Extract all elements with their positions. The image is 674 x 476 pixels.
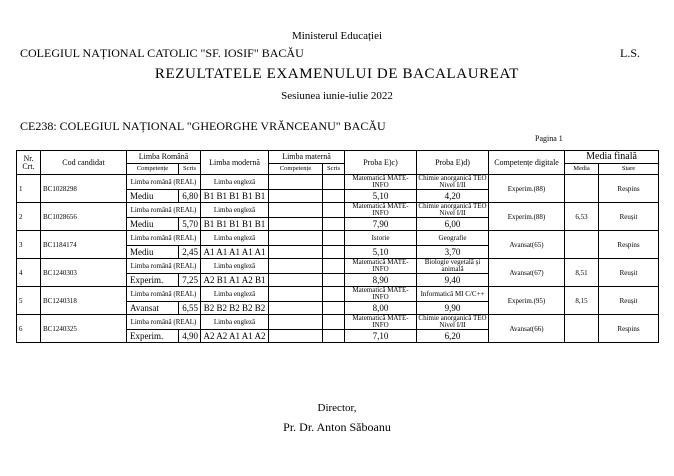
materna-comp-empty bbox=[269, 287, 323, 302]
col-proba-c-header: Proba E)c) bbox=[345, 151, 417, 175]
materna-scris-empty bbox=[323, 246, 345, 259]
moderna-subject: Limba engleză bbox=[201, 315, 269, 330]
materna-comp-empty bbox=[269, 231, 323, 246]
romana-competence: Experim. bbox=[127, 274, 179, 287]
table-row bbox=[17, 259, 659, 274]
materna-scris-empty bbox=[323, 231, 345, 246]
proba-c-grade: 7,90 bbox=[345, 218, 417, 231]
proba-c-subject: Istorie bbox=[345, 231, 417, 246]
col-digitale-header: Competențe digitale bbox=[489, 151, 565, 175]
final-average bbox=[565, 231, 599, 259]
ministry-name: Ministerul Educației bbox=[291, 30, 383, 42]
moderna-levels: A1 A1 A1 A1 A1 bbox=[201, 246, 269, 259]
exam-session: Sesiunea iunie-iulie 2022 bbox=[281, 90, 393, 102]
proba-d-grade: 6,20 bbox=[417, 330, 489, 343]
materna-comp-empty bbox=[269, 246, 323, 259]
result-status: Respins bbox=[599, 231, 659, 259]
digital-skills: Experim.(88) bbox=[489, 175, 565, 203]
proba-c-subject: Matematică MATE-INFO bbox=[345, 259, 417, 274]
director-name: Pr. Dr. Anton Săboanu bbox=[283, 420, 391, 434]
result-status: Respins bbox=[599, 175, 659, 203]
proba-d-grade: 9,90 bbox=[417, 302, 489, 315]
moderna-levels: B2 B2 B2 B2 B2 bbox=[201, 302, 269, 315]
moderna-levels: A2 B1 A1 A2 B1 bbox=[201, 274, 269, 287]
romana-subject: Limba română (REAL) bbox=[127, 203, 201, 218]
materna-comp-empty bbox=[269, 259, 323, 274]
row-nr: 3 bbox=[17, 231, 41, 259]
proba-d-grade: 9,40 bbox=[417, 274, 489, 287]
col-materna-scris-header: Scris bbox=[323, 164, 345, 175]
romana-written-grade: 7,25 bbox=[179, 274, 201, 287]
materna-comp-empty bbox=[269, 218, 323, 231]
materna-scris-empty bbox=[323, 287, 345, 302]
materna-comp-empty bbox=[269, 274, 323, 287]
col-media-header: Media bbox=[565, 164, 599, 175]
romana-subject: Limba română (REAL) bbox=[127, 315, 201, 330]
table-row bbox=[17, 175, 659, 190]
proba-c-grade: 5,10 bbox=[345, 190, 417, 203]
page-number: Pagina 1 bbox=[535, 134, 563, 143]
proba-d-subject: Chimie anorganică TEO Nivel I/II bbox=[418, 174, 487, 189]
candidate-code: BC1028656 bbox=[41, 203, 127, 231]
moderna-levels: A2 A2 A1 A1 A2 bbox=[201, 330, 269, 343]
romana-written-grade: 6,80 bbox=[179, 190, 201, 203]
romana-subject: Limba română (REAL) bbox=[127, 259, 201, 274]
col-romana-comp-header: Competențe bbox=[127, 164, 179, 175]
materna-scris-empty bbox=[323, 190, 345, 203]
table-row bbox=[17, 287, 659, 302]
col-romana-header: Limba Română bbox=[127, 151, 201, 164]
materna-scris-empty bbox=[323, 315, 345, 330]
romana-competence: Experim. bbox=[127, 330, 179, 343]
materna-comp-empty bbox=[269, 203, 323, 218]
proba-d-grade: 6,00 bbox=[417, 218, 489, 231]
proba-d-subject: Biologie vegetală și animală bbox=[417, 259, 489, 274]
proba-d-subject: Geografie bbox=[417, 231, 489, 246]
romana-subject: Limba română (REAL) bbox=[127, 287, 201, 302]
materna-scris-empty bbox=[323, 218, 345, 231]
results-table bbox=[16, 150, 659, 343]
proba-c-grade: 8,00 bbox=[345, 302, 417, 315]
digital-skills: Avansat(65) bbox=[489, 231, 565, 259]
proba-d-subject: Chimie anorganică TEO Nivel I/II bbox=[418, 314, 487, 329]
proba-c-subject: Matematică MATE-INFO bbox=[345, 203, 417, 218]
candidate-code: BC1240318 bbox=[41, 287, 127, 315]
candidate-code: BC1240303 bbox=[41, 259, 127, 287]
proba-c-subject: Matematică MATE-INFO bbox=[345, 287, 417, 302]
result-status: Reușit bbox=[599, 287, 659, 315]
col-nr-header: Nr. Crt. bbox=[17, 151, 41, 175]
romana-written-grade: 5,70 bbox=[179, 218, 201, 231]
digital-skills: Avansat(66) bbox=[489, 315, 565, 343]
col-materna-comp-header: Competențe bbox=[269, 164, 323, 175]
materna-scris-empty bbox=[323, 259, 345, 274]
romana-competence: Mediu bbox=[127, 246, 179, 259]
final-average bbox=[565, 315, 599, 343]
col-stare-header: Stare bbox=[599, 164, 659, 175]
materna-scris-empty bbox=[323, 302, 345, 315]
digital-skills: Experim.(95) bbox=[489, 287, 565, 315]
moderna-levels: B1 B1 B1 B1 B1 bbox=[201, 190, 269, 203]
school-name: COLEGIUL NAȚIONAL CATOLIC "SF. IOSIF" BACĂU bbox=[20, 46, 304, 60]
row-nr: 4 bbox=[17, 259, 41, 287]
col-moderna-header: Limba modernă bbox=[201, 151, 269, 175]
table-row bbox=[17, 315, 659, 330]
materna-comp-empty bbox=[269, 315, 323, 330]
row-nr: 6 bbox=[17, 315, 41, 343]
moderna-subject: Limba engleză bbox=[201, 231, 269, 246]
candidate-code: BC1184174 bbox=[41, 231, 127, 259]
proba-c-subject: Matematică MATE-INFO bbox=[345, 315, 417, 330]
final-average: 6,53 bbox=[565, 203, 599, 231]
col-cod-header: Cod candidat bbox=[41, 151, 127, 175]
moderna-subject: Limba engleză bbox=[201, 203, 269, 218]
row-nr: 1 bbox=[17, 175, 41, 203]
materna-comp-empty bbox=[269, 302, 323, 315]
candidate-code: BC1028298 bbox=[41, 175, 127, 203]
proba-c-subject: Matematică MATE-INFO bbox=[345, 175, 417, 190]
materna-scris-empty bbox=[323, 175, 345, 190]
materna-comp-empty bbox=[269, 190, 323, 203]
proba-c-grade: 5,10 bbox=[345, 246, 417, 259]
proba-d-grade: 3,70 bbox=[417, 246, 489, 259]
row-nr: 5 bbox=[17, 287, 41, 315]
candidate-code: BC1240325 bbox=[41, 315, 127, 343]
materna-scris-empty bbox=[323, 203, 345, 218]
director-label: Director, bbox=[317, 402, 357, 414]
proba-d-grade: 4,20 bbox=[417, 190, 489, 203]
materna-scris-empty bbox=[323, 274, 345, 287]
digital-skills: Experim.(88) bbox=[489, 203, 565, 231]
final-average bbox=[565, 175, 599, 203]
col-romana-scris-header: Scris bbox=[179, 164, 201, 175]
proba-c-grade: 8,90 bbox=[345, 274, 417, 287]
document-title: REZULTATELE EXAMENULUI DE BACALAUREAT bbox=[154, 66, 520, 82]
proba-c-grade: 7,10 bbox=[345, 330, 417, 343]
exam-center: CE238: COLEGIUL NAȚIONAL "GHEORGHE VRĂNCEANU" BACĂU bbox=[20, 119, 386, 133]
materna-scris-empty bbox=[323, 330, 345, 343]
row-nr: 2 bbox=[17, 203, 41, 231]
materna-comp-empty bbox=[269, 175, 323, 190]
romana-competence: Avansat bbox=[127, 302, 179, 315]
romana-subject: Limba română (REAL) bbox=[127, 231, 201, 246]
romana-subject: Limba română (REAL) bbox=[127, 175, 201, 190]
romana-competence: Mediu bbox=[127, 218, 179, 231]
result-status: Reușit bbox=[599, 259, 659, 287]
moderna-subject: Limba engleză bbox=[201, 287, 269, 302]
table-row bbox=[17, 231, 659, 246]
moderna-levels: B1 B1 B1 B1 B1 bbox=[201, 218, 269, 231]
moderna-subject: Limba engleză bbox=[201, 175, 269, 190]
romana-written-grade: 2,45 bbox=[179, 246, 201, 259]
proba-d-subject: Chimie anorganică TEO Nivel I/II bbox=[418, 202, 487, 217]
result-status: Respins bbox=[599, 315, 659, 343]
proba-d-subject: Informatică MI C/C++ bbox=[417, 287, 489, 302]
moderna-subject: Limba engleză bbox=[201, 259, 269, 274]
seal-placeholder: L.S. bbox=[620, 46, 641, 60]
digital-skills: Avansat(67) bbox=[489, 259, 565, 287]
romana-competence: Mediu bbox=[127, 190, 179, 203]
table-row bbox=[17, 203, 659, 218]
col-media-finala-header: Media finală bbox=[565, 151, 659, 164]
final-average: 8,15 bbox=[565, 287, 599, 315]
col-materna-header: Limba maternă bbox=[269, 151, 345, 164]
romana-written-grade: 4,90 bbox=[179, 330, 201, 343]
romana-written-grade: 6,55 bbox=[179, 302, 201, 315]
result-status: Reușit bbox=[599, 203, 659, 231]
col-proba-d-header: Proba E)d) bbox=[417, 151, 489, 175]
final-average: 8,51 bbox=[565, 259, 599, 287]
materna-comp-empty bbox=[269, 330, 323, 343]
